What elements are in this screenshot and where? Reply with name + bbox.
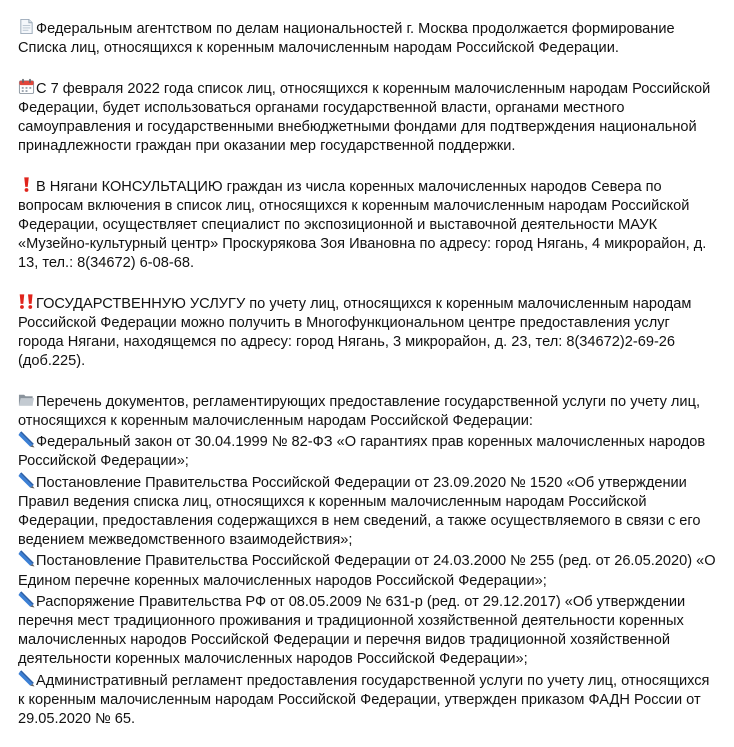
document-item-text: Федеральный закон от 30.04.1999 № 82-ФЗ «О гарантиях прав коренных малочисленных народов Российской Федерации»; bbox=[18, 434, 706, 470]
date-text: С 7 февраля 2022 года список лиц, относящихся к коренным малочисленным народам Российской Федерации, будет использоваться органами государственной власти, органами местного самоуправления и государственными внебюджетными фондами для подтверждения национальной принадлежности граждан при оказании мер государственной поддержки. bbox=[18, 80, 711, 155]
documents-heading bbox=[18, 391, 718, 431]
calendar-icon bbox=[18, 78, 35, 95]
pencil-icon bbox=[18, 591, 35, 608]
date-paragraph bbox=[18, 78, 718, 157]
intro-text: Федеральным агентством по делам национальностей г. Москва продолжается формирование Списка лиц, относящихся к коренным малочисленным народам Российской Федерации. bbox=[18, 21, 675, 57]
document-item-text: Постановление Правительства Российской Федерации от 23.09.2020 № 1520 «Об утверждении Правил ведения списка лиц, относящихся к коренным малочисленным народам Российской Федерации, предоставления содержащихся в нем сведений, а также осуществляемого в связи с его ведением межведомственного взаимодействия»; bbox=[18, 474, 701, 549]
document-item-2 bbox=[18, 472, 718, 551]
consultation-paragraph bbox=[18, 176, 718, 274]
documents-heading-text: Перечень документов, регламентирующих предоставление государственной услуги по учету лиц, относящихся к коренным малочисленным народам Российской Федерации: bbox=[18, 393, 700, 429]
exclamation-icon bbox=[18, 176, 35, 193]
service-text: ГОСУДАРСТВЕННУЮ УСЛУГУ по учету лиц, относящихся к коренным малочисленным народам Российской Федерации можно получить в Многофункциональном центре предоставления услуг города Нягани, находящемся по адресу: город Нягань, 3 микрорайон, д. 23, тел: 8(34672)2-69-26 (доб.225). bbox=[18, 295, 692, 370]
document-item-text: Постановление Правительства Российской Федерации от 24.03.2000 № 255 (ред. от 26.05.2020) «О Едином перечне коренных малочисленных народов Российской Федерации»; bbox=[18, 553, 716, 589]
double-exclamation-icon bbox=[18, 293, 35, 310]
document-item-text: Административный регламент предоставления государственной услуги по учету лиц, относящихся к коренным малочисленным народам Российской Федерации, утвержден приказом ФАДН России от 29.05.2020 № 65. bbox=[18, 672, 710, 728]
document-item-3 bbox=[18, 550, 718, 590]
consultation-text: В Нягани КОНСУЛЬТАЦИЮ граждан из числа коренных малочисленных народов Севера по вопросам включения в список лиц, относящихся к коренным малочисленным народам Российской Федерации, осуществляет специалист по экспозиционной и выставочной деятельности МАУК «Музейно-культурный центр» Проскурякова Зоя Ивановна по адресу: город Нягань, 4 микрорайон, д. 13, тел.: 8(34672) 6-08-68. bbox=[18, 178, 707, 272]
document-item-1 bbox=[18, 431, 718, 471]
post-body bbox=[18, 18, 718, 729]
document-item-text: Распоряжение Правительства РФ от 08.05.2009 № 631-р (ред. от 29.12.2017) «Об утверждении перечня мест традиционного проживания и традиционной хозяйственной деятельности коренных малочисленных народов Российской Федерации и перечня видов традиционной хозяйственной деятельности коренных малочисленных народов Российской Федерации»; bbox=[18, 593, 686, 668]
pencil-icon bbox=[18, 670, 35, 687]
folder-icon bbox=[18, 391, 35, 408]
pencil-icon bbox=[18, 472, 35, 489]
document-icon bbox=[18, 18, 35, 35]
document-item-4 bbox=[18, 591, 718, 670]
service-paragraph bbox=[18, 293, 718, 372]
document-item-5 bbox=[18, 670, 718, 730]
pencil-icon bbox=[18, 550, 35, 567]
pencil-icon bbox=[18, 431, 35, 448]
intro-paragraph bbox=[18, 18, 718, 58]
